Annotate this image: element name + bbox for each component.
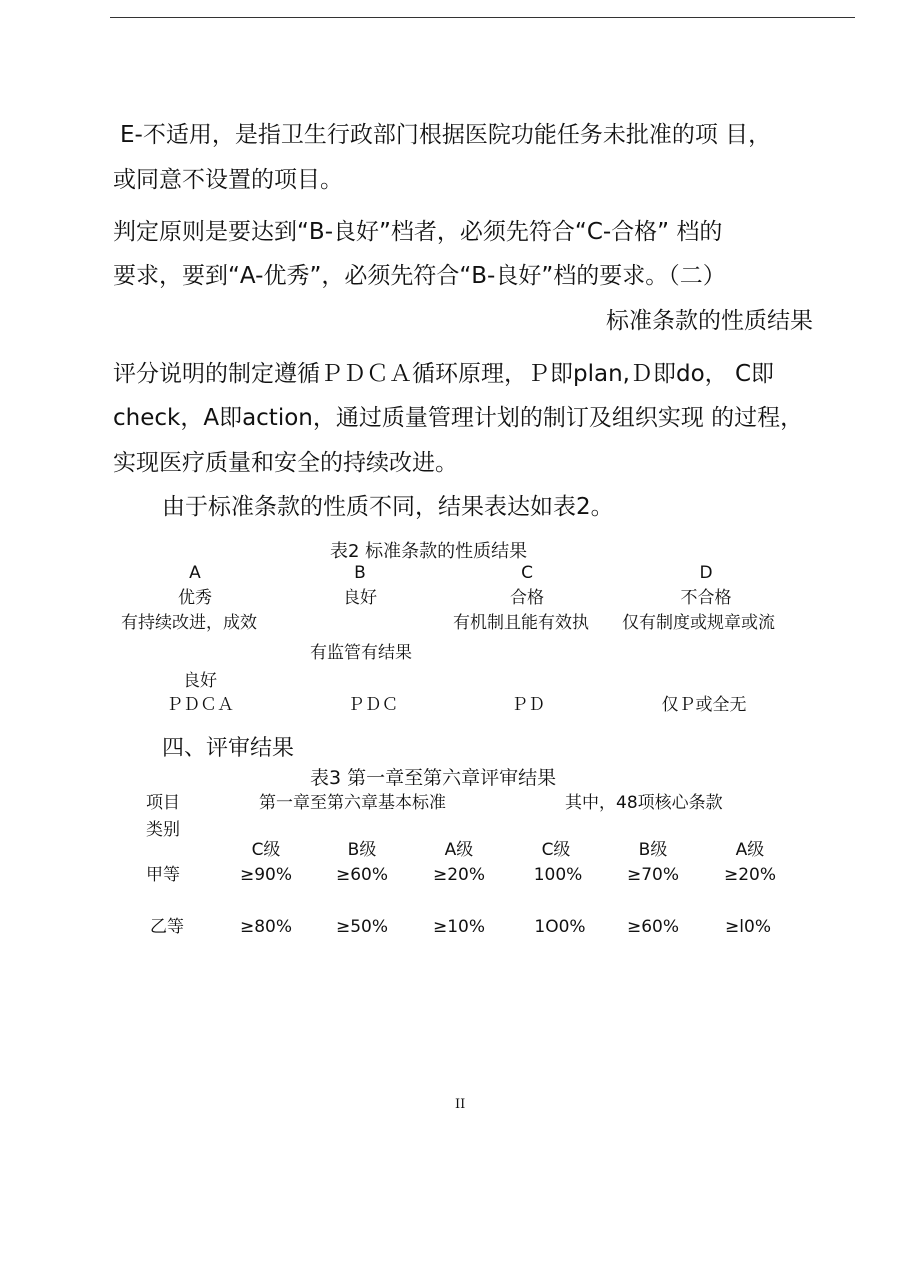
table2-grade: C (521, 563, 533, 583)
table3-cell: ≥60% (335, 865, 389, 885)
table3-cell: ≥90% (239, 865, 293, 885)
table3-cell: ≥20% (432, 865, 486, 885)
paragraph-line: 标准条款的性质结果 (606, 308, 813, 334)
paragraph-line: 判定原则是要达到“B-良好”档者，必须先符合“C-合格” 档的 (113, 219, 723, 245)
section-heading: 四、评审结果 (162, 736, 295, 761)
table2-caption: 表2 标准条款的性质结果 (330, 541, 528, 562)
table3-cell: 1O0% (534, 917, 586, 937)
table3-header-item: 项目 (146, 793, 180, 813)
table3-cell: ≥80% (239, 917, 293, 937)
table3-row-label: 甲等 (146, 865, 180, 885)
table2-grade: B (354, 563, 366, 583)
table2-cycle: ＰＤＣＡ (166, 695, 234, 715)
paragraph-line: check，A即action，通过质量管理计划的制订及组织实现 的过程， (113, 405, 804, 431)
table3-level: A级 (735, 840, 765, 860)
table3-group-header: 第一章至第六章基本标准 (259, 793, 446, 813)
table2-grade: D (699, 563, 713, 583)
table3-group-header: 其中，48项核心条款 (565, 793, 723, 813)
table2-desc: 有持续改进，成效 (121, 613, 257, 633)
paragraph-line: 要求，要到“A-优秀”，必须先符合“B-良好”档的要求。（二） (113, 263, 726, 289)
paragraph-line: E-不适用，是指卫生行政部门根据医院功能任务未批准的项 目， (120, 122, 772, 148)
paragraph-line: 评分说明的制定遵循ＰＤＣＡ循环原理，Ｐ即plan,Ｄ即do， C即 (113, 361, 775, 387)
table2-cycle: ＰＤＣ (347, 695, 399, 715)
table3-cell: ≥50% (335, 917, 389, 937)
table3-cell: ≥l0% (725, 917, 771, 937)
table2-cycle: ＰＤ (511, 695, 545, 715)
table3-level: A级 (444, 840, 474, 860)
table3-header-category: 类别 (146, 820, 180, 840)
table2-desc: 有机制且能有效执 (453, 613, 589, 633)
table3-cell: ≥60% (626, 917, 680, 937)
table3-level: C级 (541, 840, 571, 860)
table2-name: 优秀 (178, 588, 212, 608)
table2-name: 良好 (343, 588, 377, 608)
table2-desc: 有监管有结果 (310, 643, 412, 663)
paragraph-line: 由于标准条款的性质不同，结果表达如表2。 (162, 494, 614, 520)
table3-cell: ≥10% (432, 917, 486, 937)
header-rule (110, 17, 855, 18)
paragraph-line: 或同意不设置的项目。 (113, 167, 343, 193)
table3-level: C级 (251, 840, 281, 860)
table3-caption: 表3 第一章至第六章评审结果 (310, 767, 557, 789)
paragraph-line: 实现医疗质量和安全的持续改进。 (113, 450, 458, 476)
table2-name: 不合格 (680, 588, 732, 608)
table2-cycle: 仅Ｐ或全无 (661, 695, 747, 715)
table3-row-label: 乙等 (150, 917, 184, 937)
table3-level: B级 (347, 840, 377, 860)
table2-desc: 良好 (183, 671, 217, 691)
table3-cell: 100% (533, 865, 583, 885)
page-number: II (455, 1097, 466, 1112)
table2-name: 合格 (510, 588, 544, 608)
table3-level: B级 (638, 840, 668, 860)
table2-desc: 仅有制度或规章或流 (622, 613, 775, 633)
table2-grade: A (189, 563, 201, 583)
table3-cell: ≥70% (626, 865, 680, 885)
table3-cell: ≥20% (723, 865, 777, 885)
